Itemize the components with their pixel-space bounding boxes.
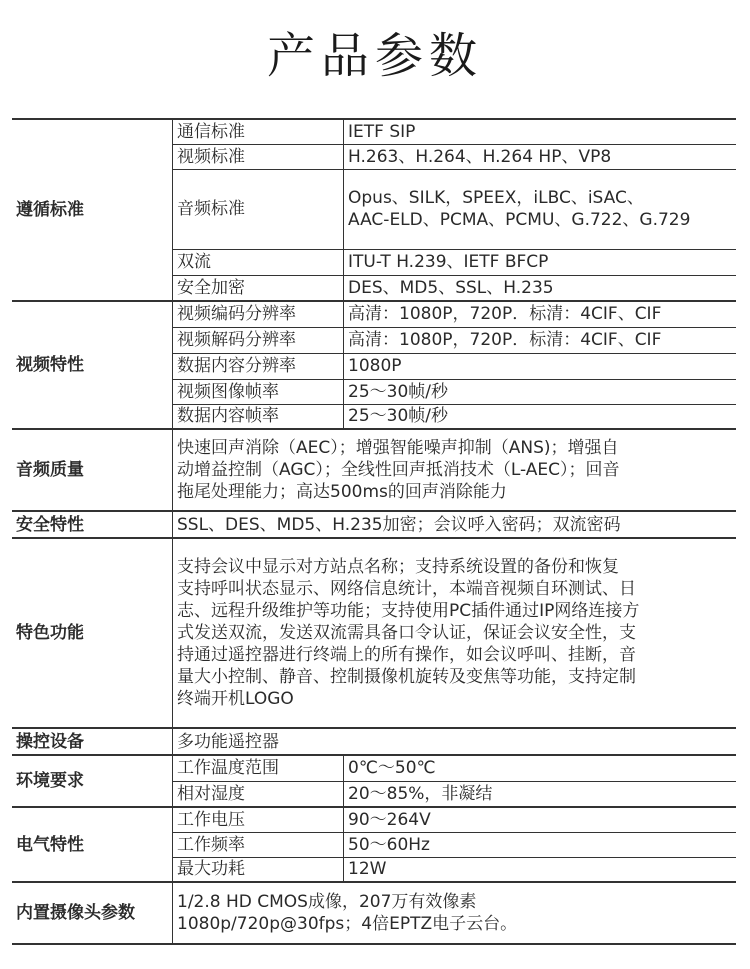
spec-value: 25～30帧/秒 — [344, 404, 737, 429]
table-row — [12, 538, 736, 728]
spec-value: 1080P — [344, 353, 737, 379]
spec-value-line: 动增益控制（AGC）；全线性回声抵消技术（L-AEC）；回音 — [177, 460, 620, 480]
spec-value: IETF SIP — [344, 119, 737, 144]
table-row — [12, 882, 736, 944]
table-row — [12, 728, 736, 755]
table-row — [12, 429, 736, 511]
category-security: 安全特性 — [12, 511, 173, 538]
category-electrical: 电气特性 — [12, 807, 173, 882]
spec-value: 90～264V — [344, 807, 737, 832]
spec-value-line: 快速回声消除（AEC）；增强智能噪声抑制（ANS)；增强自 — [177, 438, 619, 458]
category-camera: 内置摄像头参数 — [12, 882, 173, 944]
spec-value-line: 1/2.8 HD CMOS成像，207万有效像素 — [177, 892, 477, 912]
spec-key: 视频标准 — [173, 144, 344, 169]
table-row — [12, 301, 736, 327]
table-row — [12, 119, 736, 144]
spec-key: 工作电压 — [173, 807, 344, 832]
spec-value-line: 支持会议中显示对方站点名称；支持系统设置的备份和恢复 — [177, 557, 619, 577]
spec-key: 相对湿度 — [173, 781, 344, 807]
spec-key: 视频图像帧率 — [173, 379, 344, 404]
spec-value-line: 持通过遥控器进行终端上的所有操作，如会议呼叫、挂断，音 — [177, 645, 636, 665]
spec-value: 20～85%，非凝结 — [344, 781, 737, 807]
spec-value: 12W — [344, 857, 737, 882]
spec-key: 最大功耗 — [173, 857, 344, 882]
spec-value-line: 志、远程升级维护等功能；支持使用PC插件通过IP网络连接方 — [177, 601, 640, 621]
table-row — [12, 755, 736, 781]
spec-value: 高清：1080P，720P．标清：4CIF、CIF — [344, 301, 737, 327]
spec-value: 0℃～50℃ — [344, 755, 737, 781]
spec-value-line: AAC-ELD、PCMA、PCMU、G.722、G.729 — [348, 210, 691, 230]
spec-value-line: Opus、SILK，SPEEX，iLBC、iSAC、 — [348, 188, 644, 208]
spec-value-line: 拖尾处理能力；高达500ms的回声消除能力 — [177, 482, 507, 502]
category-features: 特色功能 — [12, 538, 173, 728]
spec-table — [12, 118, 736, 945]
spec-value-line: 量大小控制、静音、控制摄像机旋转及变焦等功能，支持定制 — [177, 667, 636, 687]
spec-value: 50～60Hz — [344, 832, 737, 857]
spec-key: 视频编码分辨率 — [173, 301, 344, 327]
spec-value-line: 支持呼叫状态显示、网络信息统计，本端音视频自环测试、日 — [177, 579, 636, 599]
category-video: 视频特性 — [12, 301, 173, 429]
spec-value: DES、MD5、SSL、H.235 — [344, 275, 737, 301]
spec-value-line: 1080p/720p@30fps；4倍EPTZ电子云台。 — [177, 914, 518, 934]
spec-value-line: 式发送双流，发送双流需具备口令认证，保证会议安全性，支 — [177, 623, 636, 643]
spec-value: H.263、H.264、H.264 HP、VP8 — [344, 144, 737, 169]
page-title: 产品参数 — [266, 28, 483, 84]
spec-value — [344, 169, 737, 249]
category-environment: 环境要求 — [12, 755, 173, 807]
spec-value — [173, 882, 737, 944]
spec-key: 通信标准 — [173, 119, 344, 144]
spec-value-line: 终端开机LOGO — [177, 689, 294, 709]
spec-key: 工作温度范围 — [173, 755, 344, 781]
spec-key: 工作频率 — [173, 832, 344, 857]
category-standards: 遵循标准 — [12, 119, 173, 301]
table-row — [12, 511, 736, 538]
spec-key: 双流 — [173, 249, 344, 275]
spec-value: 25～30帧/秒 — [344, 379, 737, 404]
spec-key: 视频解码分辨率 — [173, 327, 344, 353]
spec-key: 音频标准 — [173, 169, 344, 249]
spec-key: 数据内容帧率 — [173, 404, 344, 429]
spec-key: 安全加密 — [173, 275, 344, 301]
spec-value — [173, 538, 737, 728]
spec-value: ITU-T H.239、IETF BFCP — [344, 249, 737, 275]
spec-value: SSL、DES、MD5、H.235加密；会议呼入密码；双流密码 — [173, 511, 737, 538]
spec-key: 数据内容分辨率 — [173, 353, 344, 379]
table-row — [12, 807, 736, 832]
category-audio: 音频质量 — [12, 429, 173, 511]
spec-value — [173, 429, 737, 511]
category-control: 操控设备 — [12, 728, 173, 755]
spec-value: 多功能遥控器 — [173, 728, 737, 755]
spec-value: 高清：1080P，720P．标清：4CIF、CIF — [344, 327, 737, 353]
